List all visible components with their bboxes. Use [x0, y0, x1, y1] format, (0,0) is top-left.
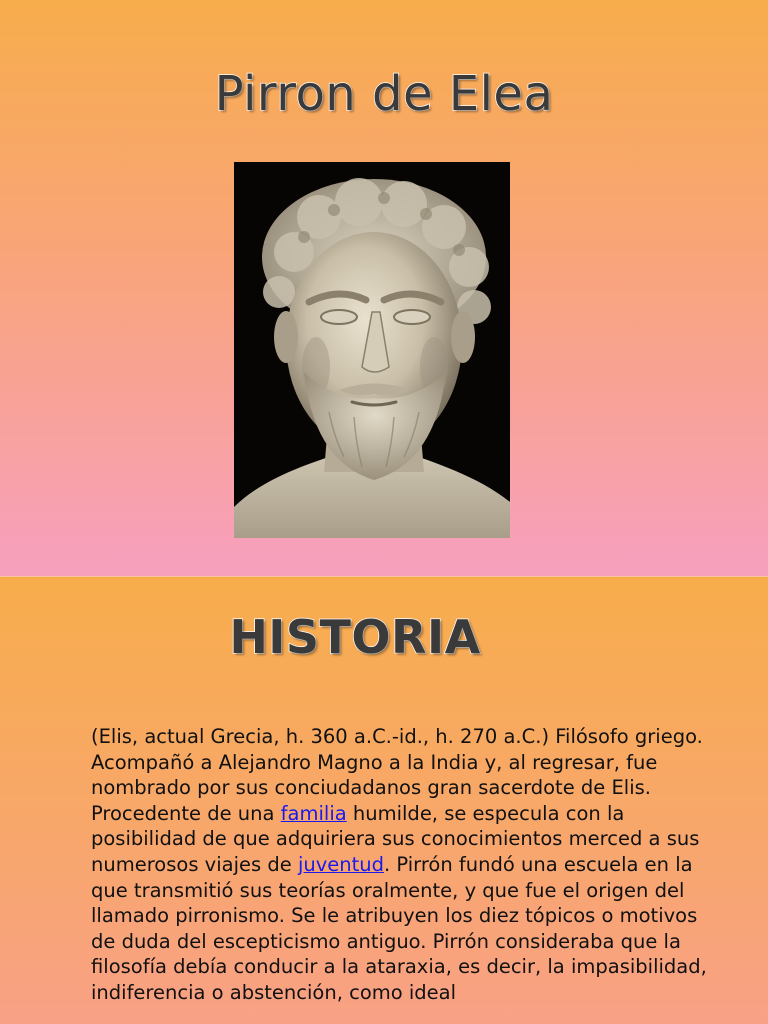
- history-paragraph: [91, 724, 711, 1006]
- bust-portrait-image: [234, 162, 510, 538]
- history-text-part-1: (Elis, actual Grecia, h. 360 a.C.-id., h. 270 a.C.) Filósofo griego. Acompañó a Alejandro Magno a la India y, al regresar, fue nombrado por sus conciudadanos gran sacerdote de Elis. Procedente de una: [91, 725, 703, 825]
- slide-title-heading: Pirron de Elea: [214, 66, 554, 122]
- history-text-part-2: humilde, se especula con la posibilidad de que adquiriera sus conocimientos merced a sus numerosos viajes de: [91, 801, 700, 876]
- history-heading: HISTORIA: [229, 610, 481, 664]
- link-juventud[interactable]: juventud: [297, 852, 384, 876]
- link-familia[interactable]: familia: [280, 801, 347, 825]
- history-text-part-3: . Pirrón fundó una escuela en la que transmitió sus teorías oralmente, y que fue el origen del llamado pirronismo. Se le atribuyen los diez tópicos o motivos de duda del escepticismo antiguo. Pirrón consideraba que la filosofía debía conducir a la ataraxia, es decir, la impasibilidad, indiferencia o abstención, como ideal: [91, 852, 707, 1004]
